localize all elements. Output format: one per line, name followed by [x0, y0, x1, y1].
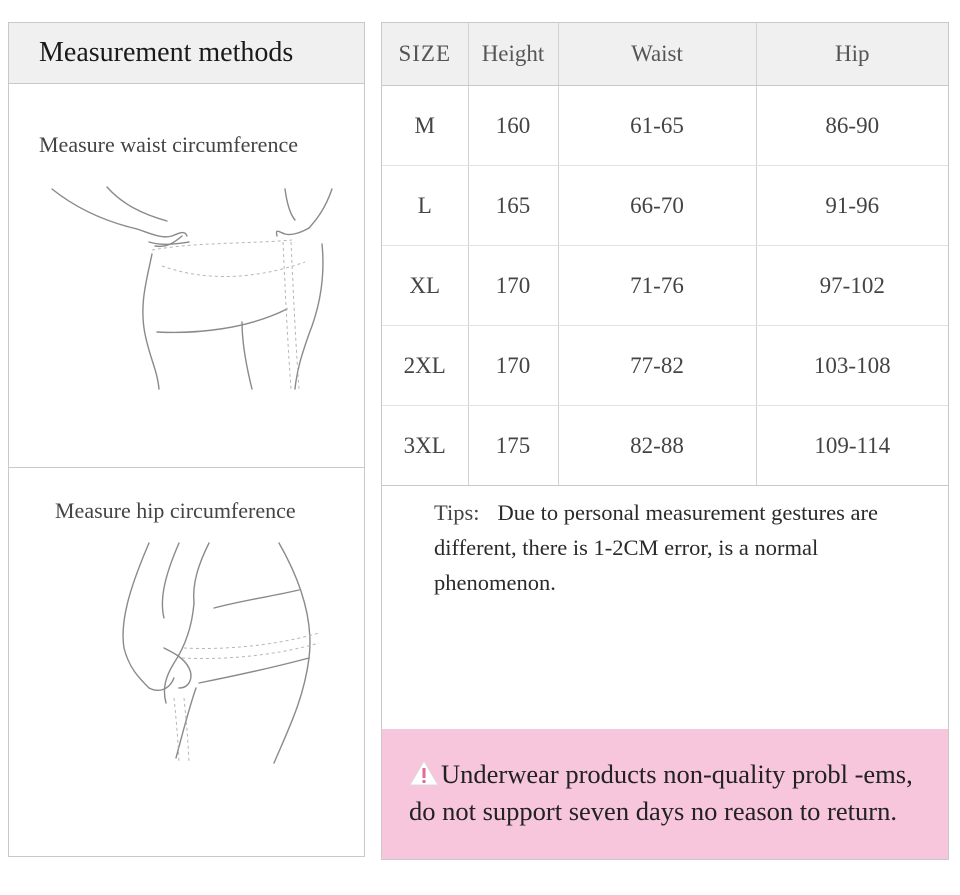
- cell-hip: 103-108: [756, 326, 948, 406]
- cell-hip: 109-114: [756, 406, 948, 486]
- cell-height: 175: [468, 406, 558, 486]
- cell-waist: 61-65: [558, 86, 756, 166]
- cell-hip: 86-90: [756, 86, 948, 166]
- header-size: SIZE: [382, 23, 468, 86]
- cell-size: 2XL: [382, 326, 468, 406]
- size-chart-panel: [381, 22, 949, 860]
- notice-text: Underwear products non-quality probl -ems, do not support seven days no reason to return.: [409, 759, 913, 826]
- cell-waist: 71-76: [558, 246, 756, 326]
- tips-note: [434, 495, 934, 600]
- table-row: [382, 246, 948, 326]
- cell-height: 160: [468, 86, 558, 166]
- tips-label: Tips:: [434, 500, 480, 525]
- measurement-methods-title: Measurement methods: [9, 23, 364, 84]
- measurement-methods-panel: [8, 22, 365, 857]
- cell-height: 170: [468, 246, 558, 326]
- cell-waist: 82-88: [558, 406, 756, 486]
- header-height: Height: [468, 23, 558, 86]
- cell-size: XL: [382, 246, 468, 326]
- hip-measure-illustration: [104, 538, 334, 768]
- cell-waist: 66-70: [558, 166, 756, 246]
- table-row: [382, 326, 948, 406]
- cell-size: M: [382, 86, 468, 166]
- cell-size: L: [382, 166, 468, 246]
- hip-caption: Measure hip circumference: [55, 498, 296, 523]
- cell-waist: 77-82: [558, 326, 756, 406]
- cell-height: 170: [468, 326, 558, 406]
- warning-icon: [409, 760, 439, 794]
- header-hip: Hip: [756, 23, 948, 86]
- header-waist: Waist: [558, 23, 756, 86]
- waist-caption: Measure waist circumference: [39, 132, 298, 157]
- table-row: [382, 166, 948, 246]
- cell-height: 165: [468, 166, 558, 246]
- table-row: [382, 86, 948, 166]
- tips-text: Due to personal measurement gestures are different, there is 1-2CM error, is a normal phenomenon.: [434, 500, 878, 595]
- size-table-header-row: [382, 23, 948, 86]
- hip-measure-section: [9, 468, 364, 857]
- waist-measure-illustration: [47, 184, 337, 394]
- waist-measure-section: [9, 84, 364, 468]
- return-policy-notice: [382, 729, 948, 859]
- size-table: [382, 23, 948, 486]
- cell-hip: 91-96: [756, 166, 948, 246]
- cell-hip: 97-102: [756, 246, 948, 326]
- table-row: [382, 406, 948, 486]
- cell-size: 3XL: [382, 406, 468, 486]
